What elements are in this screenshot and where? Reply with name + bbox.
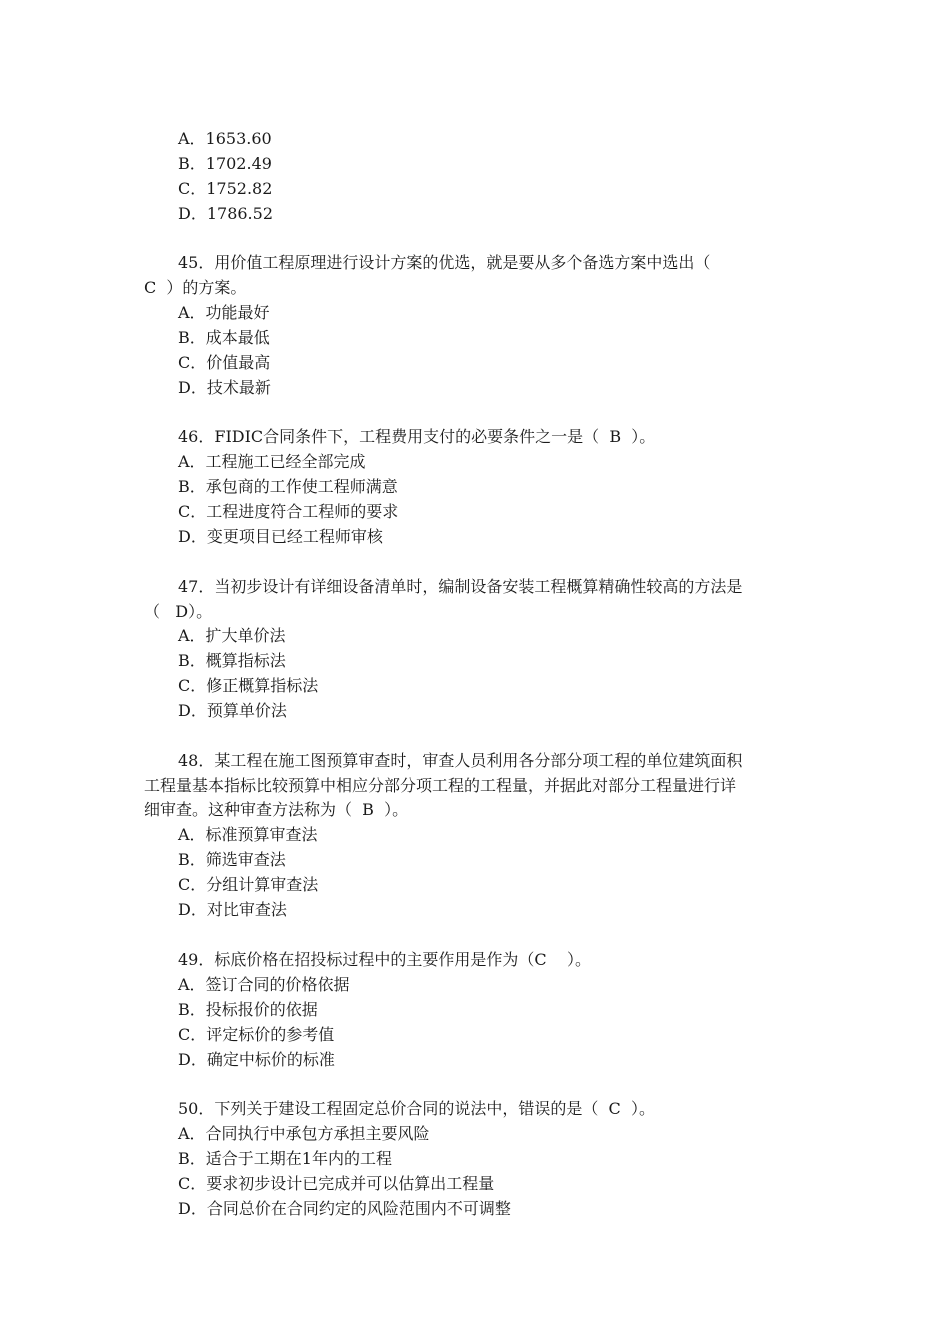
q46-option-b: B．承包商的工作使工程师满意	[178, 477, 398, 496]
q49-option-d: D．确定中标价的标准	[178, 1050, 335, 1069]
q46-option-d: D．变更项目已经工程师审核	[178, 527, 383, 546]
q46-option-a: A．工程施工已经全部完成	[178, 452, 366, 471]
q45-stem-line2: C ）的方案。	[144, 278, 247, 297]
q47-option-a: A．扩大单价法	[178, 626, 286, 645]
q45-option-d: D．技术最新	[178, 378, 271, 397]
q44-option-d: D．1786.52	[178, 204, 273, 223]
q44-option-a: A．1653.60	[178, 129, 272, 148]
q48-stem-line1: 48．某工程在施工图预算审查时，审查人员利用各分部分项工程的单位建筑面积	[178, 751, 743, 770]
q46-option-c: C．工程进度符合工程师的要求	[178, 502, 399, 521]
q45-option-a: A．功能最好	[178, 303, 270, 322]
q50-option-b: B．适合于工期在1年内的工程	[178, 1149, 392, 1168]
q44-option-c: C．1752.82	[178, 179, 273, 198]
q50-option-a: A．合同执行中承包方承担主要风险	[178, 1124, 430, 1143]
q48-stem-line2: 工程量基本指标比较预算中相应分部分项工程的工程量，并据此对部分工程量进行详	[144, 776, 737, 795]
q49-option-a: A．签订合同的价格依据	[178, 975, 350, 994]
q49-option-c: C．评定标价的参考值	[178, 1025, 335, 1044]
q47-stem-line1: 47．当初步设计有详细设备清单时，编制设备安装工程概算精确性较高的方法是	[178, 577, 743, 596]
q48-option-b: B．筛选审查法	[178, 850, 286, 869]
q48-option-c: C．分组计算审查法	[178, 875, 319, 894]
q47-stem-line2: （ D）。	[144, 602, 213, 621]
q47-option-b: B．概算指标法	[178, 651, 286, 670]
q49-option-b: B．投标报价的依据	[178, 1000, 318, 1019]
q50-stem-line1: 50．下列关于建设工程固定总价合同的说法中，错误的是（ C ）。	[178, 1099, 655, 1118]
q45-option-c: C．价值最高	[178, 353, 271, 372]
q44-option-b: B．1702.49	[178, 154, 272, 173]
q48-stem-line3: 细审查。这种审查方法称为（ B ）。	[144, 800, 409, 819]
q50-option-c: C．要求初步设计已完成并可以估算出工程量	[178, 1174, 495, 1193]
q45-option-b: B．成本最低	[178, 328, 270, 347]
q46-stem-line1: 46．FIDIC合同条件下，工程费用支付的必要条件之一是（ B ）。	[178, 427, 656, 446]
q47-option-d: D．预算单价法	[178, 701, 287, 720]
q50-option-d: D．合同总价在合同约定的风险范围内不可调整	[178, 1199, 511, 1218]
q47-option-c: C．修正概算指标法	[178, 676, 319, 695]
q48-option-d: D．对比审查法	[178, 900, 287, 919]
q49-stem-line1: 49．标底价格在招投标过程中的主要作用是作为（C ）。	[178, 950, 591, 969]
q48-option-a: A．标准预算审查法	[178, 825, 318, 844]
q45-stem-line1: 45．用价值工程原理进行设计方案的优选，就是要从多个备选方案中选出（	[178, 253, 711, 272]
